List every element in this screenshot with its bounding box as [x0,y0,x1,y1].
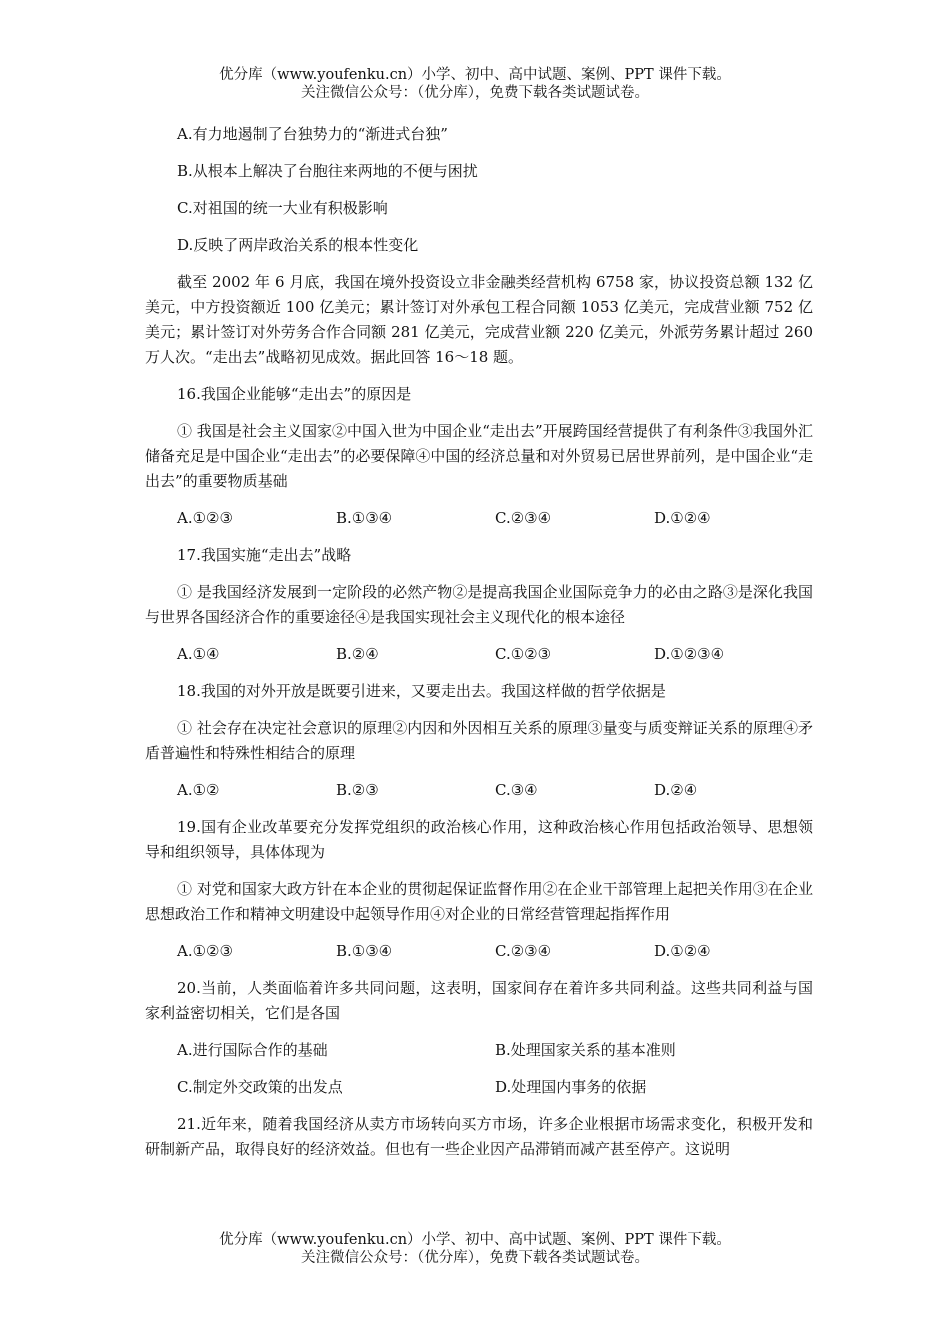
q17-statements: ① 是我国经济发展到一定阶段的必然产物②是提高我国企业国际竞争力的必由之路③是深化我国与世界各国经济合作的重要途径④是我国实现社会主义现代化的根本途径 [145,583,813,626]
q16-stem: 16.我国企业能够“走出去”的原因是 [177,385,412,403]
q15-option-c: C.对祖国的统一大业有积极影响 [177,199,388,217]
q16-option-d: D.①②④ [654,509,711,527]
q20-options-row-1 [145,1038,813,1063]
header-line-1: 优分库（www.youfenku.cn）小学、初中、高中试题、案例、PPT 课件下载。 [219,67,731,83]
q18-stem: 18.我国的对外开放是既要引进来，又要走出去。我国这样做的哲学依据是 [177,682,666,700]
q20-options-row-2 [145,1075,813,1100]
document-body [145,122,813,1174]
q21-stem: 21.近年来，随着我国经济从卖方市场转向买方市场，许多企业根据市场需求变化，积极开发和研制新产品，取得良好的经济效益。但也有一些企业因产品滞销而减产甚至停产。这说明 [145,1115,813,1158]
q15-option-a: A.有力地遏制了台独势力的“渐进式台独” [177,125,448,143]
q18-option-d: D.②④ [654,781,698,799]
q19-options [145,939,813,964]
reading-passage: 截至 2002 年 6 月底，我国在境外投资设立非金融类经营机构 6758 家，协议投资总额 132 亿美元，中方投资额近 100 亿美元；累计签订对外承包工程合同额 1053 亿美元，完成营业额 752 亿美元；累计签订对外劳务合作合同额 281 亿美元，完成营业额 220 亿美元，外派劳务累计超过 260 万人次。“走出去”战略初见成效。据此回答 16～18 题。 [145,273,813,366]
q20-stem: 20.当前，人类面临着许多共同问题，这表明，国家间存在着许多共同利益。这些共同利益与国家利益密切相关，它们是各国 [145,979,813,1022]
q19-stem: 19.国有企业改革要充分发挥党组织的政治核心作用，这种政治核心作用包括政治领导、思想领导和组织领导，具体体现为 [145,818,813,861]
q15-option-d: D.反映了两岸政治关系的根本性变化 [177,236,419,254]
q15-option-b: B.从根本上解决了台胞往来两地的不便与困扰 [177,162,478,180]
q18-option-b: B.②③ [336,781,379,799]
q19-option-a: A.①②③ [177,942,233,960]
page-header [0,66,950,102]
q16-statements: ① 我国是社会主义国家②中国入世为中国企业“走出去”开展跨国经营提供了有利条件③我国外汇储备充足是中国企业“走出去”的必要保障④中国的经济总量和对外贸易已居世界前列，是中国企业“走出去”的重要物质基础 [145,422,814,490]
q20-option-c: C.制定外交政策的出发点 [177,1078,343,1096]
q18-option-c: C.③④ [495,781,538,799]
q20-option-d: D.处理国内事务的依据 [495,1078,647,1096]
q17-option-d: D.①②③④ [654,645,725,663]
q16-option-a: A.①②③ [177,509,233,527]
q20-option-a: A.进行国际合作的基础 [177,1041,328,1059]
q19-option-b: B.①③④ [336,942,393,960]
q17-option-a: A.①④ [177,645,220,663]
header-line-2: 关注微信公众号：（优分库），免费下载各类试题试卷。 [301,85,649,101]
page-footer [0,1231,950,1267]
q19-option-c: C.②③④ [495,942,552,960]
footer-line-1: 优分库（www.youfenku.cn）小学、初中、高中试题、案例、PPT 课件下载。 [219,1232,731,1248]
q20-option-b: B.处理国家关系的基本准则 [495,1041,676,1059]
q18-options [145,778,813,803]
q16-options [145,506,813,531]
q19-statements: ① 对党和国家大政方针在本企业的贯彻起保证监督作用②在企业干部管理上起把关作用③在企业思想政治工作和精神文明建设中起领导作用④对企业的日常经营管理起指挥作用 [145,880,813,923]
q17-option-b: B.②④ [336,645,379,663]
q17-stem: 17.我国实施“走出去”战略 [177,546,352,564]
q18-option-a: A.①② [177,781,220,799]
q17-options [145,642,813,667]
footer-line-2: 关注微信公众号：（优分库），免费下载各类试题试卷。 [301,1250,649,1266]
q18-statements: ① 社会存在决定社会意识的原理②内因和外因相互关系的原理③量变与质变辩证关系的原理④矛盾普遍性和特殊性相结合的原理 [145,719,813,762]
q19-option-d: D.①②④ [654,942,711,960]
q16-option-b: B.①③④ [336,509,393,527]
q16-option-c: C.②③④ [495,509,552,527]
q17-option-c: C.①②③ [495,645,552,663]
